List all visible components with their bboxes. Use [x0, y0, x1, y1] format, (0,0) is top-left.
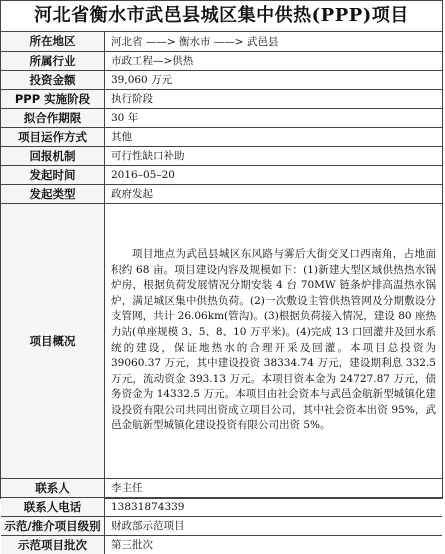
field-label: 投资金额 [1, 70, 105, 89]
table-row [1, 165, 442, 184]
field-value: 2016–05–20 [105, 165, 443, 184]
field-value: 李主任 [105, 478, 443, 497]
field-label: 发起类型 [1, 184, 105, 203]
field-value: 执行阶段 [105, 89, 443, 108]
table-row [1, 535, 442, 554]
field-value: 其他 [105, 127, 443, 146]
table-row [1, 516, 442, 535]
field-value: 39,060 万元 [105, 70, 443, 89]
field-label: 发起时间 [1, 165, 105, 184]
table-row [1, 478, 442, 497]
field-value: 可行性缺口补助 [105, 146, 443, 165]
table-row [1, 70, 442, 89]
field-label: 回报机制 [1, 146, 105, 165]
table-row [1, 184, 442, 203]
project-info-table [1, 32, 442, 554]
table-row [1, 89, 442, 108]
table-row [1, 51, 442, 70]
page-title: 河北省衡水市武邑县城区集中供热(PPP)项目 [1, 1, 442, 32]
table-row [1, 108, 442, 127]
field-label: 联系人 [1, 478, 105, 497]
field-label: 示范/推介项目级别 [1, 516, 105, 535]
field-value: 财政部示范项目 [105, 516, 443, 535]
field-value: 13831874339 [105, 497, 443, 516]
project-overview-text: 项目地点为武邑县城区东风路与雾后大街交叉口西南角，占地面积约 68 亩。项目建设内容及规模如下：(1)新建大型区域供热热水锅炉房，根据负荷发展情况分期安装 4 台 70MW 链条炉排高温热水锅炉，满足城区集中供热负荷。(2)一次敷设主管供热管网及分期敷设分支管网，共计 26.06km(管沟)。(3)根据负荷接入情况，建设 80 座热力站(单座规模 3、5、8、10 万平米)。(4)完成 13 口回灌井及回水系统的建设，保证地热水的合理开采及回灌。本项目总投资为 39060.37 万元，其中建设投资 38334.74 万元，建设期利息 332.5 万元，流动资金 393.13 万元。本项目资本金为 24727.87 万元，债务资金为 14332.5 万元。本项目由社会资本与武邑金航新型城镇化建设投资有限公司共同出资成立项目公司，其中社会资本出资 95%，武邑金航新型城镇化建设投资有限公司出资 5%。 [105, 203, 443, 478]
table-row [1, 32, 442, 51]
field-value: 市政工程—>供热 [105, 51, 443, 70]
field-label: 项目概况 [1, 203, 105, 478]
table-row-overview [1, 203, 442, 478]
field-label: 所属行业 [1, 51, 105, 70]
table-row [1, 497, 442, 516]
field-label: 联系人电话 [1, 497, 105, 516]
field-label: PPP 实施阶段 [1, 89, 105, 108]
field-label: 示范项目批次 [1, 535, 105, 554]
field-value: 30 年 [105, 108, 443, 127]
field-value: 政府发起 [105, 184, 443, 203]
table-row [1, 146, 442, 165]
field-label: 所在地区 [1, 32, 105, 51]
table-row [1, 127, 442, 146]
field-label: 项目运作方式 [1, 127, 105, 146]
field-label: 拟合作期限 [1, 108, 105, 127]
field-value: 河北省 ——> 衡水市 ——> 武邑县 [105, 32, 443, 51]
field-value: 第三批次 [105, 535, 443, 554]
